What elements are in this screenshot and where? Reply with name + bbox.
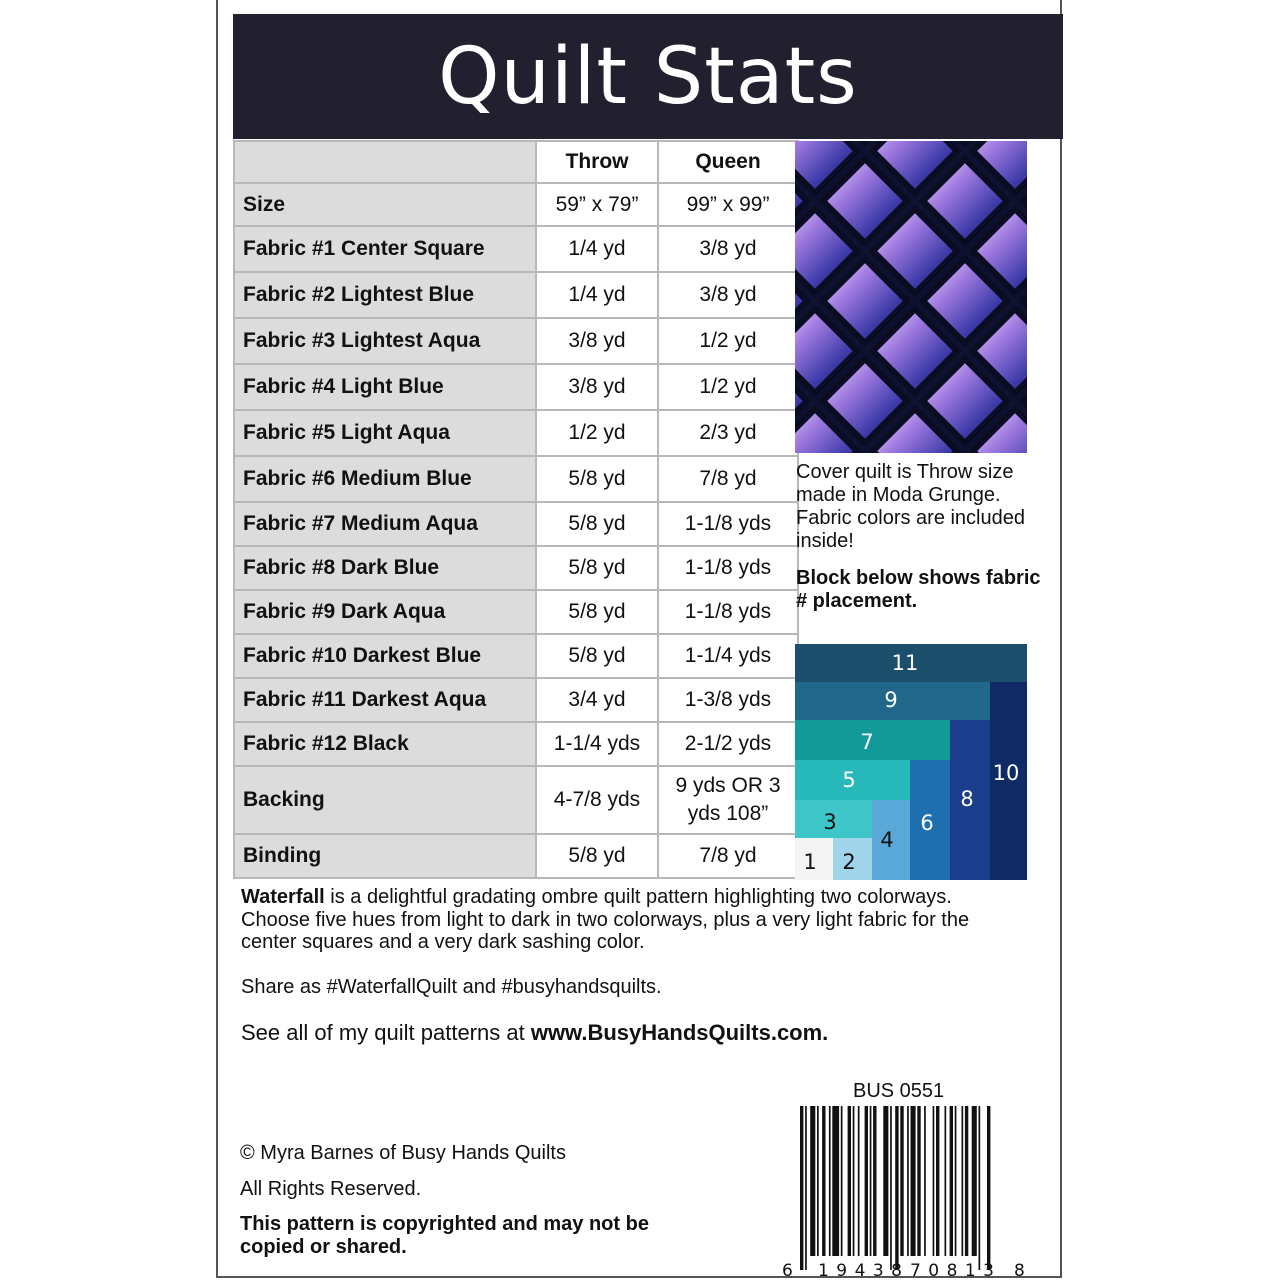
- block-diagram-svg: [795, 644, 1027, 880]
- table-row: [234, 678, 798, 722]
- throw-value: 1/2 yd: [536, 410, 658, 456]
- table-row: [234, 722, 798, 766]
- throw-value: 5/8 yd: [536, 590, 658, 634]
- row-label: Fabric #10 Darkest Blue: [234, 634, 536, 678]
- block-number-10: 10: [992, 761, 1020, 785]
- barcode-bar: [805, 1106, 807, 1270]
- row-label: Size: [234, 183, 536, 226]
- sku-label: BUS 0551: [853, 1080, 945, 1102]
- throw-value: 3/8 yd: [536, 318, 658, 364]
- table-row: [234, 834, 798, 878]
- row-label: Fabric #3 Lightest Aqua: [234, 318, 536, 364]
- barcode-bar: [800, 1106, 803, 1270]
- queen-value: 1-1/4 yds: [658, 634, 798, 678]
- header-blank-cell: [234, 141, 536, 183]
- block-number-6: 6: [920, 811, 934, 835]
- table-row: [234, 634, 798, 678]
- cover-quilt-image: [795, 141, 1027, 453]
- throw-value: 1/4 yd: [536, 226, 658, 272]
- row-label: Binding: [234, 834, 536, 878]
- table-row: [234, 364, 798, 410]
- barcode-bar: [936, 1106, 939, 1256]
- block-number-5: 5: [842, 768, 856, 792]
- queen-value: 2/3 yd: [658, 410, 798, 456]
- block-number-8: 8: [960, 787, 974, 811]
- barcode-bar: [865, 1106, 868, 1256]
- table-row: [234, 546, 798, 590]
- barcode-bar: [911, 1106, 916, 1256]
- barcode-digits-left: 19438: [818, 1261, 902, 1278]
- block-number-7: 7: [860, 730, 874, 754]
- barcode-bar: [810, 1106, 815, 1256]
- throw-value: 5/8 yd: [536, 456, 658, 502]
- block-number-2: 2: [842, 850, 856, 874]
- pattern-name: Waterfall: [241, 886, 325, 908]
- throw-value: 1-1/4 yds: [536, 722, 658, 766]
- row-label: Backing: [234, 766, 536, 834]
- barcode-bar: [870, 1106, 872, 1256]
- barcode-bar: [841, 1106, 843, 1256]
- row-label: Fabric #11 Darkest Aqua: [234, 678, 536, 722]
- row-label: Fabric #1 Center Square: [234, 226, 536, 272]
- see-all-prefix: See all of my quilt patterns at: [241, 1020, 531, 1045]
- row-label: Fabric #7 Medium Aqua: [234, 502, 536, 546]
- table-row: [234, 766, 798, 834]
- block-number-1: 1: [803, 850, 817, 874]
- barcode-bar: [972, 1106, 977, 1256]
- description-text: is a delightful gradating ombre quilt pattern highlighting two colorways. Choose five hues from light to dark in two colorways, plus a very light fabric for the center squares and a very dark sashing color.: [241, 886, 970, 953]
- queen-value: 9 yds OR 3 yds 108”: [658, 766, 798, 834]
- row-label: Fabric #5 Light Aqua: [234, 410, 536, 456]
- barcode-digits-right: 70813: [910, 1261, 994, 1278]
- share-hashtags: Share as #WaterfallQuilt and #busyhandsquilts.: [241, 976, 662, 998]
- queen-value: 1-1/8 yds: [658, 590, 798, 634]
- barcode-bar: [962, 1106, 964, 1256]
- pattern-description: [241, 886, 1011, 954]
- barcode: [778, 1106, 1028, 1278]
- header-queen: Queen: [658, 141, 798, 183]
- queen-value: 1/2 yd: [658, 318, 798, 364]
- table-row: [234, 590, 798, 634]
- barcode-bar: [917, 1106, 920, 1256]
- row-label: Fabric #8 Dark Blue: [234, 546, 536, 590]
- queen-value: 7/8 yd: [658, 834, 798, 878]
- queen-value: 1-1/8 yds: [658, 546, 798, 590]
- queen-value: 99” x 99”: [658, 183, 798, 226]
- throw-value: 5/8 yd: [536, 634, 658, 678]
- barcode-digit-first: 6: [782, 1261, 793, 1278]
- throw-value: 5/8 yd: [536, 834, 658, 878]
- header-throw: Throw: [536, 141, 658, 183]
- barcode-bar: [890, 1106, 892, 1270]
- copyright-notice: This pattern is copyrighted and may not be copied or shared.: [240, 1213, 649, 1258]
- table-row: [234, 456, 798, 502]
- queen-value: 7/8 yd: [658, 456, 798, 502]
- table-row: [234, 183, 798, 226]
- block-number-11: 11: [891, 651, 919, 675]
- block-number-4: 4: [880, 828, 894, 852]
- row-label: Fabric #2 Lightest Blue: [234, 272, 536, 318]
- barcode-bar: [900, 1106, 903, 1256]
- table-row: [234, 272, 798, 318]
- barcode-bar: [924, 1106, 926, 1256]
- throw-value: 3/4 yd: [536, 678, 658, 722]
- barcode-bar: [848, 1106, 851, 1256]
- barcode-bar: [979, 1106, 981, 1270]
- throw-value: 5/8 yd: [536, 502, 658, 546]
- page-title: Quilt Stats: [438, 31, 858, 122]
- row-label: Fabric #4 Light Blue: [234, 364, 536, 410]
- barcode-bar: [873, 1106, 876, 1256]
- block-number-3: 3: [823, 810, 837, 834]
- table-row: [234, 318, 798, 364]
- table-row: [234, 410, 798, 456]
- block-placement-diagram: [795, 644, 1027, 880]
- row-label: Fabric #6 Medium Blue: [234, 456, 536, 502]
- throw-value: 5/8 yd: [536, 546, 658, 590]
- barcode-bar: [817, 1106, 819, 1256]
- barcode-bar: [907, 1106, 909, 1256]
- queen-value: 2-1/2 yds: [658, 722, 798, 766]
- see-all-patterns: [241, 1020, 828, 1046]
- barcode-bar: [955, 1106, 957, 1256]
- barcode-bar: [883, 1106, 888, 1256]
- barcode-bar: [822, 1106, 825, 1256]
- row-label: Fabric #12 Black: [234, 722, 536, 766]
- barcode-bar: [853, 1106, 855, 1256]
- row-label: Fabric #9 Dark Aqua: [234, 590, 536, 634]
- queen-value: 1/2 yd: [658, 364, 798, 410]
- title-banner: [233, 14, 1063, 139]
- table-header-row: [234, 141, 798, 183]
- barcode-bar: [965, 1106, 968, 1256]
- barcode-bar: [945, 1106, 947, 1256]
- barcode-bar: [950, 1106, 953, 1256]
- throw-value: 59” x 79”: [536, 183, 658, 226]
- barcode-bar: [858, 1106, 860, 1256]
- table-row: [234, 226, 798, 272]
- throw-value: 3/8 yd: [536, 364, 658, 410]
- queen-value: 1-1/8 yds: [658, 502, 798, 546]
- throw-value: 1/4 yd: [536, 272, 658, 318]
- throw-value: 4-7/8 yds: [536, 766, 658, 834]
- quilt-stats-table: [233, 140, 799, 879]
- queen-value: 3/8 yd: [658, 272, 798, 318]
- queen-value: 1-3/8 yds: [658, 678, 798, 722]
- barcode-digit-last: 8: [1014, 1261, 1025, 1278]
- barcode-bar: [895, 1106, 898, 1270]
- barcode-svg: [778, 1106, 1028, 1278]
- barcode-bar: [987, 1106, 990, 1270]
- queen-value: 3/8 yd: [658, 226, 798, 272]
- cover-caption: Cover quilt is Throw size made in Moda Grunge. Fabric colors are included inside!: [796, 461, 1025, 552]
- rights-line: All Rights Reserved.: [240, 1178, 422, 1200]
- barcode-bar: [933, 1106, 935, 1256]
- block-number-9: 9: [884, 688, 898, 712]
- barcode-bar: [829, 1106, 831, 1256]
- website-link[interactable]: www.BusyHandsQuilts.com.: [530, 1020, 829, 1045]
- copyright-line: © Myra Barnes of Busy Hands Quilts: [240, 1142, 566, 1164]
- table-row: [234, 502, 798, 546]
- cover-quilt-pattern: [795, 141, 1027, 453]
- block-caption: Block below shows fabric # placement.: [796, 567, 1041, 612]
- barcode-bar: [832, 1106, 839, 1256]
